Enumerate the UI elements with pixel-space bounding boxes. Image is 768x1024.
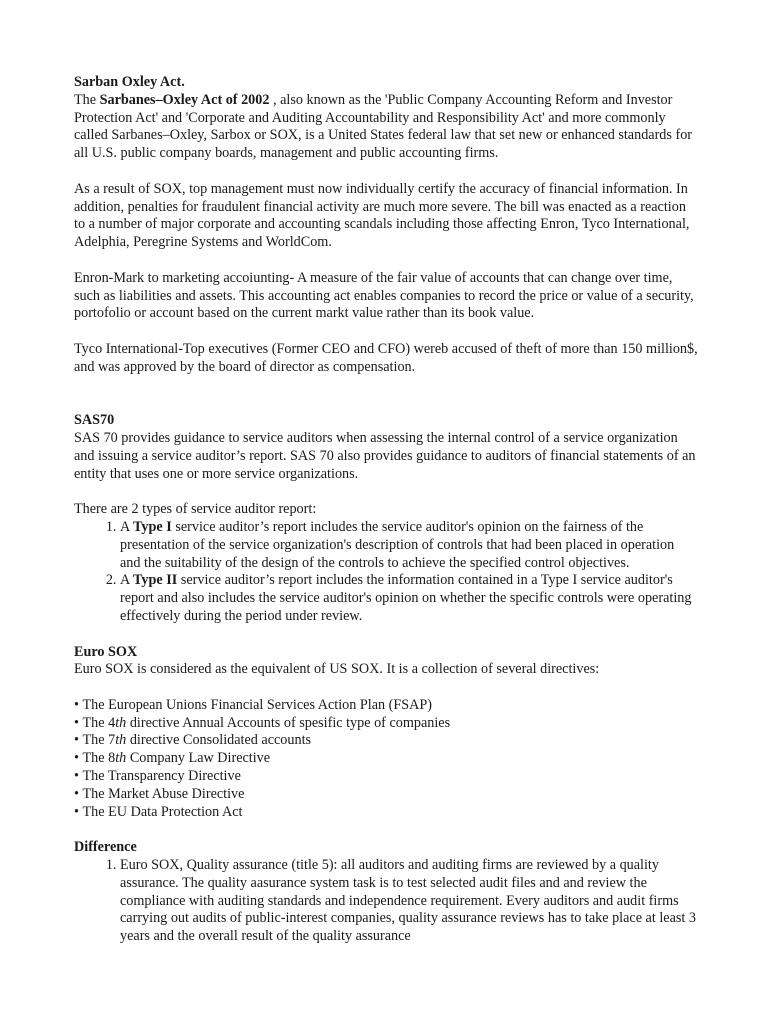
sox-paragraph-tyco: Tyco International-Top executives (Former CEO and CFO) wereb accused of theft of more than 150 million$, and was approved by the board of director as compensation. [74,340,698,375]
type-2-pre: A [120,572,134,589]
type-1-label: Type I [133,518,172,535]
type-1-text: service auditor’s report includes the service auditor's opinion on the fairness of the presentation of the service organization's description of controls that had been placed in operation and the suitability of the design of the controls to achieve the specified control objectives. [120,518,675,571]
list-item-fsap: • The European Unions Financial Services Action Plan (FSAP) [74,697,698,715]
sox-heading: Sarban Oxley Act. [74,74,185,90]
sas70-paragraph-1: SAS 70 provides guidance to service auditors when assessing the internal control of a service organization and issuing a service auditor’s report. SAS 70 also provides guidance to auditors of financial statements of an entity that uses one or more service organizations. [74,429,696,482]
type-2-text: service auditor’s report includes the information contained in a Type I service auditor's report and also includes the service auditor's opinion on whether the specific controls were operating effectively during the period under review. [120,572,692,624]
list-item-7th-directive: • The 7th directive Consolidated accounts [74,732,698,750]
sas70-types-list [74,519,698,626]
difference-heading: Difference [74,839,137,856]
list-item-8th-directive: • The 8th Company Law Directive [74,750,698,768]
list-item-type-1 [120,519,698,572]
sox-paragraph-enron: Enron-Mark to marketing accoiunting- A measure of the fair value of accounts that can change over time, such as liabilities and assets. This accounting act enables companies to record the price or value of a security, portofolio or account based on the current markt value rather than its book value. [74,269,694,322]
sas70-types-intro: There are 2 types of service auditor report: [74,501,317,518]
document-page [74,74,698,946]
sox-intro-paragraph [74,92,698,163]
sas70-heading: SAS70 [74,412,115,429]
list-item-quality-assurance: 1. Euro SOX, Quality assurance (title 5): all auditors and auditing firms are reviewed by a quality assurance. The quality aasurance system task is to test selected audit files and and review the compliance with auditing standards and independence requirement. Every auditors and audit firms carrying out audits of public-interest companies, quality assurance reviews has to take place at least 3 years and the overall result of the quality assurance [120,857,698,946]
difference-list [74,857,698,946]
sox-intro-pre: The [74,91,100,108]
type-2-label: Type II [133,572,178,589]
eurosox-directives-list [74,697,698,822]
eurosox-paragraph-1: Euro SOX is considered as the equivalent of US SOX. It is a collection of several directives: [74,661,600,678]
sox-intro-post: , also known as the 'Public Company Accounting Reform and Investor Protection Act' and 'Corporate and Auditing Accountability and Responsibility Act' and more commonly called Sarbanes–Oxley, Sarbox or SOX, is a United States federal law that set new or enhanced standards for all U.S. public company boards, management and public accounting firms. [74,91,693,162]
list-item-type-2 [120,572,698,625]
sox-paragraph-2: As a result of SOX, top management must now individually certify the accuracy of financial information. In addition, penalties for fraudulent financial activity are much more severe. The bill was enacted as a reaction to a number of major corporate and accounting scandals including those affecting Enron, Tyco International, Adelphia, Peregrine Systems and WorldCom. [74,180,690,251]
sox-act-name: Sarbanes–Oxley Act of 2002 [99,91,270,108]
eurosox-heading: Euro SOX [74,643,138,660]
type-1-pre: A [120,518,134,535]
list-item-market-abuse: • The Market Abuse Directive [74,786,698,804]
list-item-4th-directive: • The 4th directive Annual Accounts of spesific type of companies [74,715,698,733]
list-item-data-protection: • The EU Data Protection Act [74,804,698,822]
list-item-transparency: • The Transparency Directive [74,768,698,786]
